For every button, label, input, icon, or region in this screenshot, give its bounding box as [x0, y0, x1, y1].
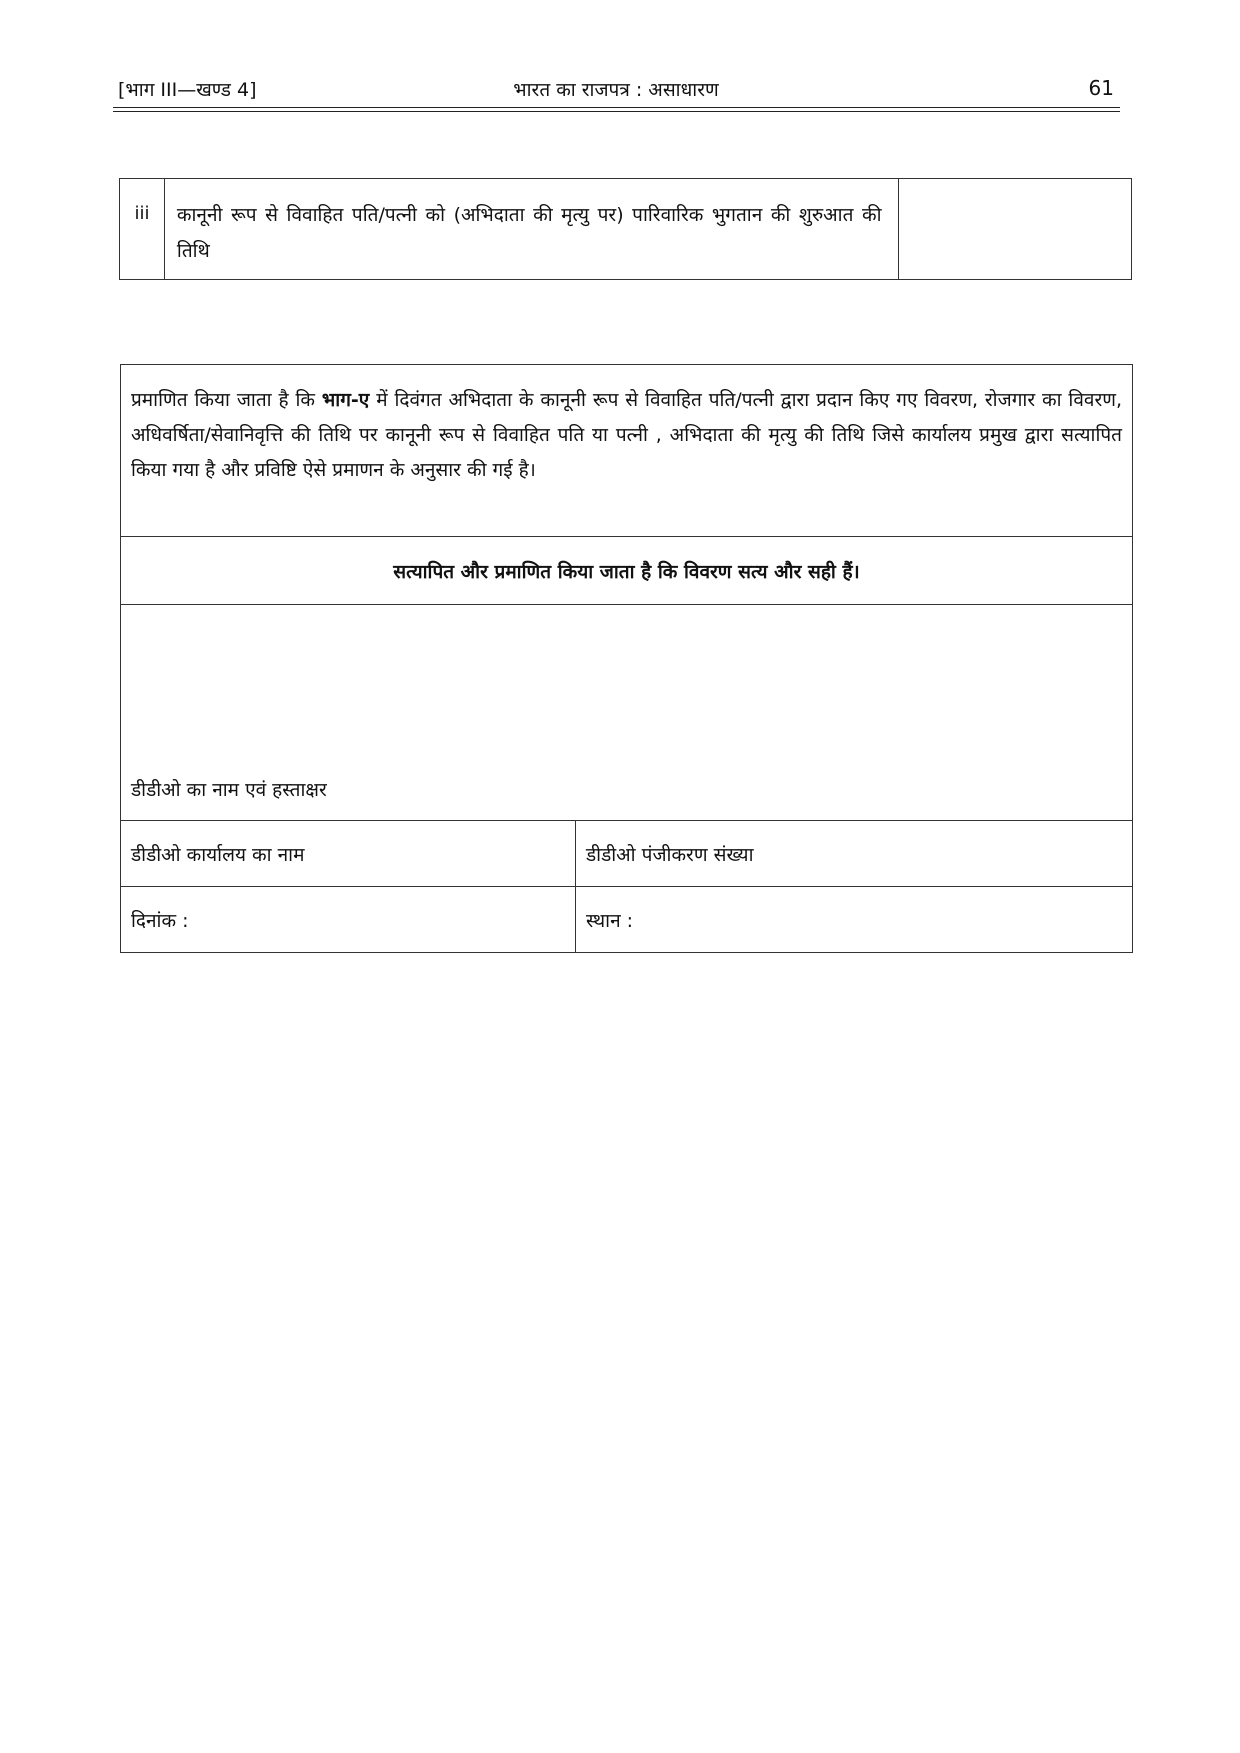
table-row: [120, 179, 1132, 280]
header-gazette-title: भारत का राजपत्र : असाधारण: [513, 79, 719, 101]
row-number: iii: [120, 179, 165, 280]
table-row: [121, 605, 1133, 821]
family-payment-table: [119, 178, 1132, 280]
ddo-registration-label: डीडीओ पंजीकरण संख्या: [586, 843, 754, 866]
certification-text-bold: भाग-ए: [321, 389, 370, 411]
date-field[interactable]: [121, 887, 576, 953]
page-number: 61: [1088, 76, 1114, 100]
certification-paragraph: [121, 365, 1133, 537]
header-section-label: [भाग III—खण्ड 4]: [118, 79, 257, 101]
table-row: [121, 365, 1133, 537]
ddo-office-name-label: डीडीओ कार्यालय का नाम: [131, 843, 305, 866]
table-row: [121, 537, 1133, 605]
place-label: स्थान :: [586, 909, 634, 932]
certification-text-part2: में दिवंगत अभिदाता के कानूनी रूप से विवाहित पति/पत्नी द्वारा प्रदान किए गए विवरण, रोजगार का विवरण, अधिवर्षिता/सेवानिवृत्ति की तिथि पर कानूनी रूप से विवाहित पति या पत्नी , अभिदाता की मृत्यु की तिथि जिसे कार्यालय प्रमुख द्वारा सत्यापित किया गया है और प्रविष्टि ऐसे प्रमाणन के अनुसार की गई है।: [131, 389, 1122, 481]
certificate-table: [120, 364, 1133, 953]
header-rule-top: [113, 107, 1120, 108]
table-row: [121, 821, 1133, 887]
place-field[interactable]: [576, 887, 1133, 953]
ddo-registration-field[interactable]: [576, 821, 1133, 887]
row-value-field[interactable]: [898, 179, 1132, 280]
certification-text-part1: प्रमाणित किया जाता है कि: [131, 389, 322, 411]
ddo-name-signature-label: डीडीओ का नाम एवं हस्ताक्षर: [131, 779, 327, 801]
verification-statement: सत्यापित और प्रमाणित किया जाता है कि विवरण सत्य और सही हैं।: [121, 537, 1133, 605]
row-label: कानूनी रूप से विवाहित पति/पत्नी को (अभिदाता की मृत्यु पर) पारिवारिक भुगतान की शुरुआत की तिथि: [164, 179, 898, 280]
table-row: [121, 887, 1133, 953]
date-label: दिनांक :: [131, 909, 189, 932]
ddo-signature-field[interactable]: [121, 605, 1133, 821]
page-header: [118, 76, 1114, 106]
ddo-office-name-field[interactable]: [121, 821, 576, 887]
header-rule-bottom: [113, 111, 1120, 112]
